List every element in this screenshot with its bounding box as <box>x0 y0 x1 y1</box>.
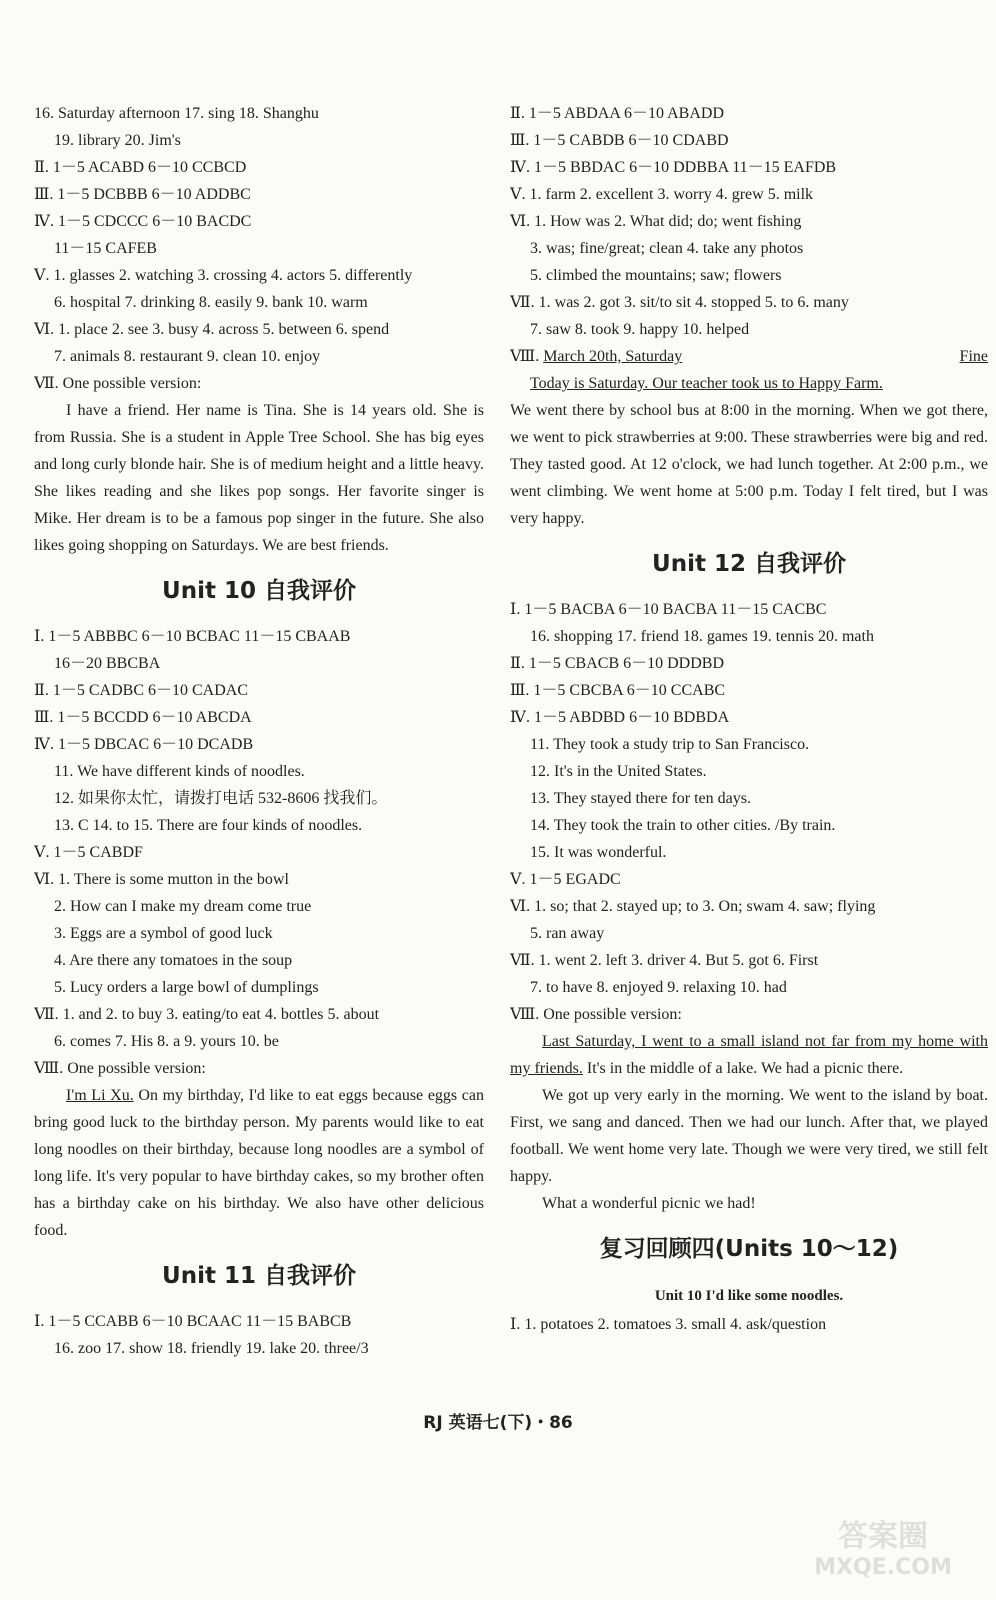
diary-weather: Fine <box>959 348 988 365</box>
answer-line: 16. Saturday afternoon 17. sing 18. Shanghu <box>34 105 319 122</box>
essay-paragraph <box>34 1082 484 1244</box>
paragraph-text: It's in the middle of a lake. We had a picnic there. <box>582 1060 904 1077</box>
watermark-cn: 答案圈 <box>838 1519 928 1554</box>
answer-line: 19. library 20. Jim's <box>54 132 181 149</box>
essay-paragraph <box>510 1082 988 1190</box>
answer-line: Ⅳ. 1－5 ABDBD 6－10 BDBDA <box>510 709 730 726</box>
underlined-sentence: Last Saturday, I went to a small island not far from my home with my friends. <box>510 1033 988 1077</box>
answer-line: 15. It was wonderful. <box>530 844 667 861</box>
answer-line: Ⅲ. 1－5 CBCBA 6－10 CCABC <box>510 682 726 699</box>
answer-line: 12. 如果你太忙，请拨打电话 532-8606 找我们。 <box>54 790 388 807</box>
answer-line: Ⅰ. 1－5 CCABB 6－10 BCAAC 11－15 BABCB <box>34 1313 352 1330</box>
paragraph-text: We went there by school bus at 8:00 in the morning. When we got there, we went to pick strawberries at 9:00. These strawberries were big and red. They tasted good. At 12 o'clock, we had lunch together. At 2:00 p.m., we went climbing. We went home at 5:00 p.m. Today I felt tired, but I was very happy. <box>510 402 988 527</box>
answer-line: Ⅰ. 1－5 ABBBC 6－10 BCBAC 11－15 CBAAB <box>34 628 351 645</box>
answer-line: 7. animals 8. restaurant 9. clean 10. enjoy <box>54 348 321 365</box>
answer-line: 12. It's in the United States. <box>530 763 707 780</box>
section-heading: Unit 10 自我评价 <box>162 578 356 604</box>
answer-line: Ⅲ. 1－5 BCCDD 6－10 ABCDA <box>34 709 252 726</box>
answer-line: Ⅵ. 1. There is some mutton in the bowl <box>34 871 289 888</box>
answer-line: 6. comes 7. His 8. a 9. yours 10. be <box>54 1033 279 1050</box>
answer-line: Ⅱ. 1－5 ABDAA 6－10 ABADD <box>510 105 725 122</box>
diary-header <box>510 343 988 370</box>
answer-line: Ⅴ. 1－5 CABDF <box>34 844 143 861</box>
answer-line: Today is Saturday. Our teacher took us to Happy Farm. <box>530 375 883 392</box>
diary-date: March 20th, Saturday <box>543 348 683 365</box>
answer-line: 16－20 BBCBA <box>54 655 161 672</box>
paragraph-text: I have a friend. Her name is Tina. She is 14 years old. She is from Russia. She is a student in Apple Tree School. She has big eyes and long curly blonde hair. She is of medium height and a little heavy. She likes reading and she likes pop songs. Her favorite singer is Mike. Her dream is to be a famous pop singer in the future. She also likes going shopping on Saturdays. We are best friends. <box>34 402 484 554</box>
answer-line: 14. They took the train to other cities. /By train. <box>530 817 836 834</box>
page-footer: RJ 英语七(下)・86 <box>423 1413 573 1433</box>
answer-line: Ⅶ. 1. and 2. to buy 3. eating/to eat 4. bottles 5. about <box>34 1006 380 1023</box>
watermark-en: MXQE.COM <box>814 1555 952 1580</box>
answer-line: 11. They took a study trip to San Francisco. <box>530 736 810 753</box>
answer-line: 2. How can I make my dream come true <box>54 898 312 915</box>
paragraph-text: We got up very early in the morning. We went to the island by boat. First, we sang and danced. Then we had our lunch. After that, we played football. We went home very late. Though we were very tired, we still felt happy. <box>510 1087 988 1185</box>
unit-subtitle: Unit 10 I'd like some noodles. <box>654 1288 844 1304</box>
essay-paragraph <box>510 397 988 532</box>
answer-line: Ⅳ. 1－5 CDCCC 6－10 BACDC <box>34 213 252 230</box>
answer-line: 4. Are there any tomatoes in the soup <box>54 952 293 969</box>
essay-paragraph <box>510 1190 988 1217</box>
answer-line: Ⅵ. 1. place 2. see 3. busy 4. across 5. between 6. spend <box>34 321 390 338</box>
answer-line: Ⅴ. 1. glasses 2. watching 3. crossing 4. actors 5. differently <box>34 267 413 284</box>
answer-line: Ⅶ. One possible version: <box>34 375 202 392</box>
section-heading: Unit 12 自我评价 <box>652 551 846 577</box>
answer-line: 7. to have 8. enjoyed 9. relaxing 10. had <box>530 979 787 996</box>
answer-line: 13. They stayed there for ten days. <box>530 790 751 807</box>
answer-line: 11. We have different kinds of noodles. <box>54 763 305 780</box>
answer-line: 7. saw 8. took 9. happy 10. helped <box>530 321 750 338</box>
section-heading: 复习回顾四(Units 10～12) <box>599 1236 899 1262</box>
answer-line: Ⅱ. 1－5 CADBC 6－10 CADAC <box>34 682 249 699</box>
answer-line: Ⅴ. 1－5 EGADC <box>510 871 621 888</box>
watermark-logo <box>788 1512 978 1582</box>
essay-paragraph <box>510 1028 988 1082</box>
answer-line: 11－15 CAFEB <box>54 240 157 257</box>
answer-line: 5. climbed the mountains; saw; flowers <box>530 267 782 284</box>
answer-line: 3. Eggs are a symbol of good luck <box>54 925 273 942</box>
answer-line: 6. hospital 7. drinking 8. easily 9. bank 10. warm <box>54 294 368 311</box>
paragraph-text: On my birthday, I'd like to eat eggs because eggs can bring good luck to the birthday person. My parents would like to eat long noodles on their birthday, because long noodles are a symbol of long life. It's very popular to have birthday cakes, so my brother often has a birthday cake on his birthday. We also have other delicious food. <box>34 1087 484 1239</box>
answer-line: Ⅲ. 1－5 CABDB 6－10 CDABD <box>510 132 729 149</box>
answer-line: 5. Lucy orders a large bowl of dumplings <box>54 979 319 996</box>
answer-line: Ⅵ. 1. How was 2. What did; do; went fishing <box>510 213 802 230</box>
answer-line: Ⅲ. 1－5 DCBBB 6－10 ADDBC <box>34 186 251 203</box>
underlined-sentence: I'm Li Xu. <box>66 1087 134 1104</box>
answer-line: Ⅷ. One possible version: <box>510 1006 682 1023</box>
section-number: Ⅷ. <box>510 348 544 365</box>
answer-line: Ⅰ. 1－5 BACBA 6－10 BACBA 11－15 CACBC <box>510 601 827 618</box>
answer-line: Ⅶ. 1. went 2. left 3. driver 4. But 5. got 6. First <box>510 952 819 969</box>
answer-line: 16. zoo 17. show 18. friendly 19. lake 20. three/3 <box>54 1340 369 1357</box>
answer-line: Ⅶ. 1. was 2. got 3. sit/to sit 4. stopped 5. to 6. many <box>510 294 849 311</box>
left-column <box>34 100 484 1362</box>
answer-line: 3. was; fine/great; clean 4. take any photos <box>530 240 804 257</box>
right-column <box>510 100 988 1338</box>
answer-line: Ⅷ. One possible version: <box>34 1060 206 1077</box>
answer-line: Ⅴ. 1. farm 2. excellent 3. worry 4. grew 5. milk <box>510 186 814 203</box>
answer-line: Ⅱ. 1－5 ACABD 6－10 CCBCD <box>34 159 247 176</box>
section-heading: Unit 11 自我评价 <box>162 1263 356 1289</box>
answer-line: 5. ran away <box>530 925 605 942</box>
answer-line: Ⅰ. 1. potatoes 2. tomatoes 3. small 4. ask/question <box>510 1316 827 1333</box>
answer-line: 16. shopping 17. friend 18. games 19. tennis 20. math <box>530 628 874 645</box>
paragraph-text: What a wonderful picnic we had! <box>542 1195 756 1212</box>
essay-paragraph <box>34 397 484 559</box>
answer-line: 13. C 14. to 15. There are four kinds of noodles. <box>54 817 363 834</box>
answer-line: Ⅳ. 1－5 DBCAC 6－10 DCADB <box>34 736 254 753</box>
answer-line: Ⅵ. 1. so; that 2. stayed up; to 3. On; swam 4. saw; flying <box>510 898 876 915</box>
answer-line: Ⅱ. 1－5 CBACB 6－10 DDDBD <box>510 655 725 672</box>
answer-line: Ⅳ. 1－5 BBDAC 6－10 DDBBA 11－15 EAFDB <box>510 159 837 176</box>
